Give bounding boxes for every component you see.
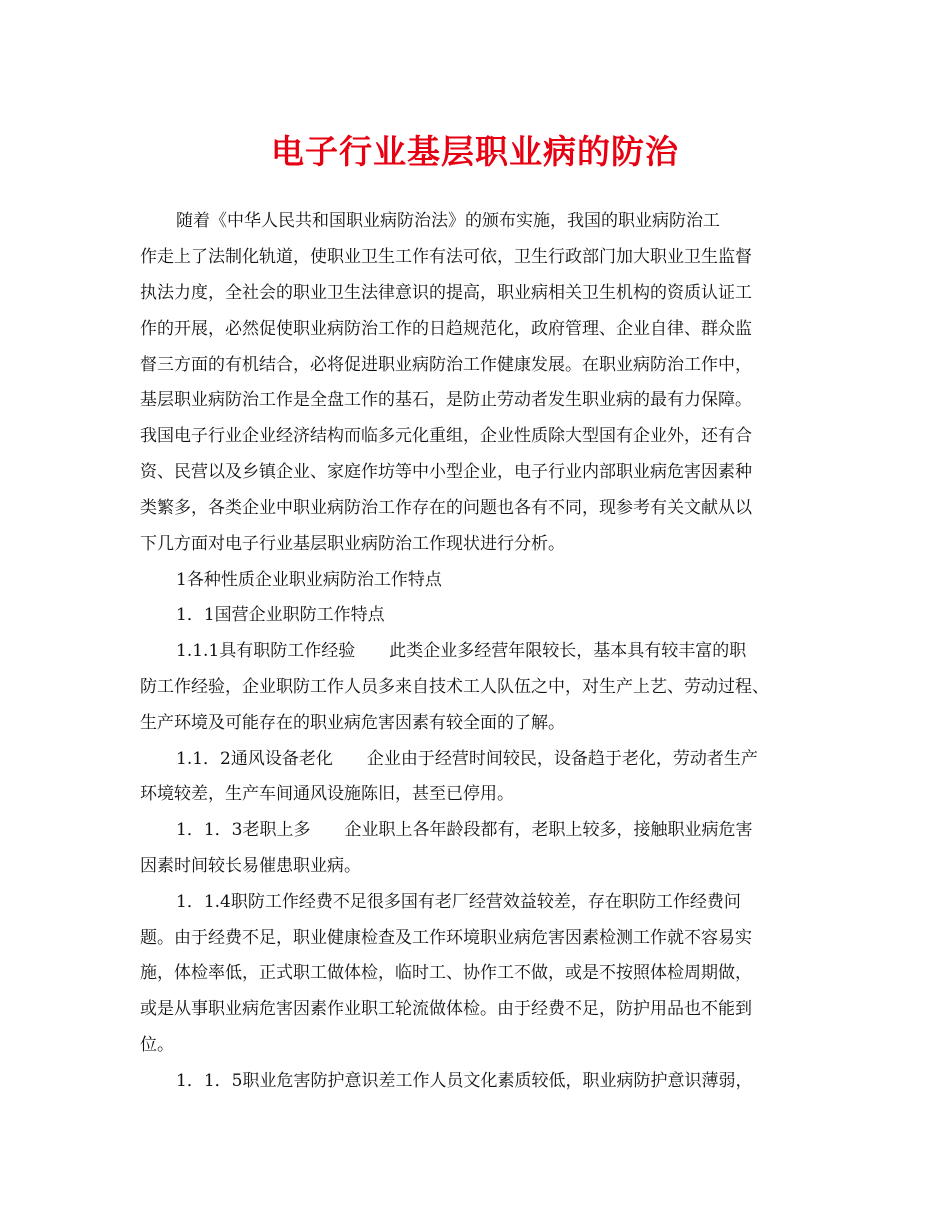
paragraph-line: 下几方面对电子行业基层职业病防治工作现状进行分析。 xyxy=(140,534,565,554)
paragraph-line: 基层职业病防治工作是全盘工作的基石，是防止劳动者发生职业病的最有力保障。 xyxy=(140,390,752,410)
paragraph-line: 或是从事职业病危害因素作业职工轮流做体检。由于经费不足，防护用品也不能到 xyxy=(140,999,752,1019)
paragraph-line: 防工作经验，企业职防工作人员多来自技术工人队伍之中，对生产上艺、劳动过程、 xyxy=(140,677,769,697)
paragraph-line: 1.1.1具有职防工作经验 此类企业多经营年限较长，基本具有较丰富的职 xyxy=(176,641,747,661)
paragraph-line: 督三方面的有机结合，必将促进职业病防治工作健康发展。在职业病防治工作中， xyxy=(140,355,752,375)
paragraph-line: 1．1.4职防工作经费不足很多国有老厂经营效益较差，存在职防工作经费问 xyxy=(176,892,741,912)
paragraph-line: 作走上了法制化轨道，使职业卫生工作有法可依，卫生行政部门加大职业卫生监督 xyxy=(140,247,752,267)
paragraph-line: 位。 xyxy=(140,1035,174,1055)
paragraph-line: 我国电子行业企业经济结构而临多元化重组，企业性质除大型国有企业外，还有合 xyxy=(140,426,752,446)
paragraph-line: 1.1．2通风设备老化 企业由于经营时间较民，设备趋于老化，劳动者生产 xyxy=(176,749,758,769)
paragraph-line: 类繁多，各类企业中职业病防治工作存在的问题也各有不同，现参考有关文献从以 xyxy=(140,498,752,518)
section-heading: 1各种性质企业职业病防治工作特点 xyxy=(176,570,442,590)
paragraph-line: 执法力度，全社会的职业卫生法律意识的提高，职业病相关卫生机构的资质认证工 xyxy=(140,283,752,303)
paragraph-line: 环境较差，生产车间通风设施陈旧，甚至已停用。 xyxy=(140,784,514,804)
subsection-heading: 1．1国营企业职防工作特点 xyxy=(176,605,385,625)
paragraph-line: 随着《中华人民共和国职业病防治法》的颁布实施，我国的职业病防治工 xyxy=(176,211,720,231)
paragraph-line: 作的开展，必然促使职业病防治工作的日趋规范化，政府管理、企业自律、群众监 xyxy=(140,319,752,339)
paragraph-line: 因素时间较长易催患职业病。 xyxy=(140,856,361,876)
paragraph-line: 资、民营以及乡镇企业、家庭作坊等中小型企业，电子行业内部职业病危害因素种 xyxy=(140,462,752,482)
paragraph-line: 1．1．3老职上多 企业职上各年龄段都有，老职上较多，接触职业病危害 xyxy=(176,820,753,840)
paragraph-line: 1．1．5职业危害防护意识差工作人员文化素质较低，职业病防护意识薄弱， xyxy=(176,1071,753,1091)
paragraph-line: 施，体检率低，正式职工做体检，临时工、协作工不做，或是不按照体检周期做， xyxy=(140,963,752,983)
paragraph-line: 生产环境及可能存在的职业病危害因素有较全面的了解。 xyxy=(140,713,565,733)
paragraph-line: 题。由于经费不足，职业健康检查及工作环境职业病危害因素检测工作就不容易实 xyxy=(140,928,752,948)
document-title: 电子行业基层职业病的防治 xyxy=(271,132,679,171)
